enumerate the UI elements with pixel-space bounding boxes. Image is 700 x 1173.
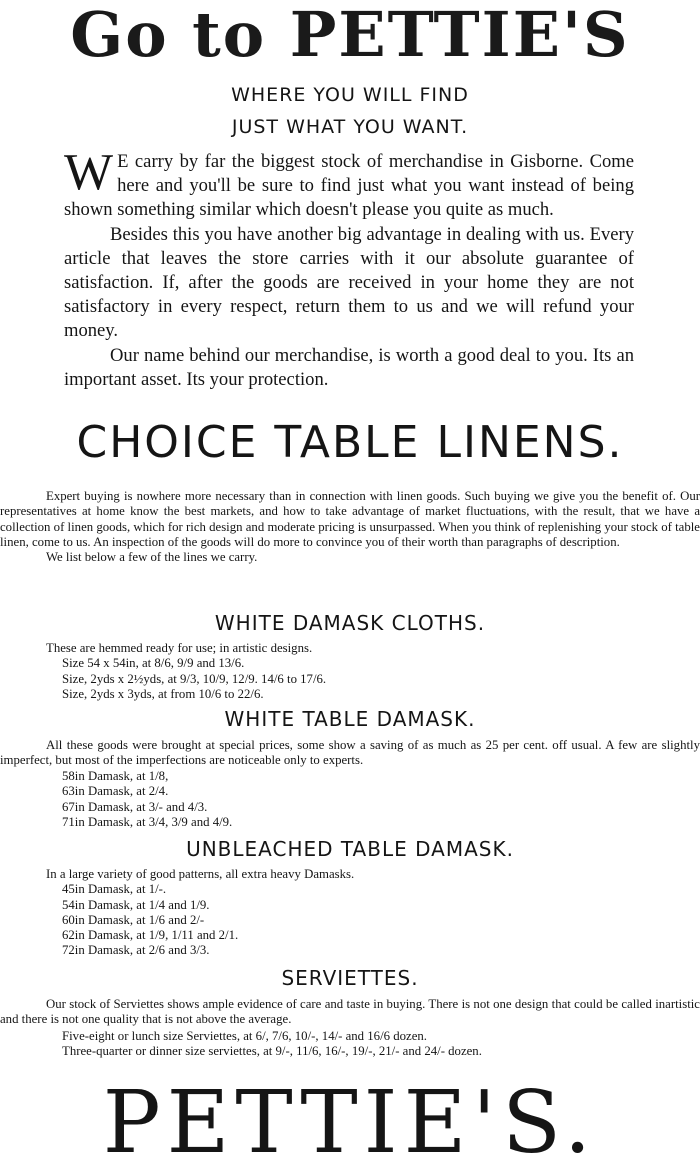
white-table-damask-heading: WHITE TABLE DAMASK. <box>224 707 476 731</box>
serviettes-list <box>46 1029 696 1060</box>
list-item: Five-eight or lunch size Serviettes, at 6/, 7/6, 10/-, 14/- and 16/6 dozen. <box>62 1029 427 1043</box>
list-item: Three-quarter or dinner size serviettes, at 9/-, 11/6, 16/-, 19/-, 21/- and 24/- dozen. <box>62 1044 482 1059</box>
list-item: Size 54 x 54in, at 8/6, 9/9 and 13/6. <box>62 656 245 671</box>
list-item: 63in Damask, at 2/4. <box>62 784 169 799</box>
linens-intro <box>0 489 700 565</box>
list-item: Size, 2yds x 3yds, at from 10/6 to 22/6. <box>62 686 264 701</box>
list-item: 71in Damask, at 3/4, 3/9 and 4/9. <box>62 814 233 829</box>
white-damask-cloths-lead: These are hemmed ready for use; in artistic designs. <box>46 641 313 655</box>
subheading-where: WHERE YOU WILL FIND <box>231 84 469 106</box>
white-table-damask-list <box>46 769 696 830</box>
list-item: 58in Damask, at 1/8, <box>62 769 169 783</box>
list-item: 72in Damask, at 2/6 and 3/3. <box>62 943 210 958</box>
intro-paragraph-1-text: E carry by far the biggest stock of merchandise in Gisborne. Come here and you'll be sure to find just what you want instead of being shown something similar which doesn't please you quite as much. <box>64 151 634 221</box>
intro-paragraph-1 <box>64 144 634 223</box>
intro-paragraph-3: Our name behind our merchandise, is worth a good deal to you. Its an important asset. Its your protection. <box>64 344 634 390</box>
intro-text <box>64 144 634 392</box>
white-table-damask-lead-block <box>0 738 700 769</box>
intro-paragraph-2: Besides this you have another big advantage in dealing with us. Every article that leaves the store carries with it our absolute guarantee of satisfaction. If, after the goods are received in your home they are not satisfactory in every respect, return them to us and we will refund your money. <box>64 223 634 342</box>
list-item: 60in Damask, at 1/6 and 2/- <box>62 912 205 927</box>
list-item: 54in Damask, at 1/4 and 1/9. <box>62 897 210 912</box>
list-item: 45in Damask, at 1/-. <box>62 882 167 897</box>
serviettes-lead-block <box>0 997 700 1028</box>
white-damask-cloths-list <box>46 641 696 702</box>
unbleached-table-damask-heading: UNBLEACHED TABLE DAMASK. <box>186 837 514 861</box>
subheading-just: JUST WHAT YOU WANT. <box>231 116 469 138</box>
linens-intro-paragraph-1: Expert buying is nowhere more necessary than in connection with linen goods. Such buying we give you the benefit of. Our representatives at home know the best markets, and how to take advantage of market fluctuations, with the result, that we have a collection of linen goods, which for rich design and moderate pricing is unsurpassed. When you think of replenishing your stock of table linen, come to us. An inspection of the goods will do more to convince you of their worth than paragraphs of description. <box>0 489 700 549</box>
footer-logo: PETTIE'S. <box>102 1073 598 1173</box>
unbleached-table-damask-list <box>46 867 696 959</box>
list-item: Size, 2yds x 2½yds, at 9/3, 10/9, 12/9. 14/6 to 17/6. <box>62 671 327 686</box>
unbleached-table-damask-lead: In a large variety of good patterns, all extra heavy Damasks. <box>46 867 355 881</box>
serviettes-heading: SERVIETTES. <box>281 966 419 990</box>
headline: Go to PETTIE'S <box>70 0 630 71</box>
choice-table-linens-heading: CHOICE TABLE LINENS. <box>76 417 624 468</box>
list-item: 67in Damask, at 3/- and 4/3. <box>62 799 208 814</box>
linens-intro-paragraph-2: We list below a few of the lines we carry. <box>46 550 258 565</box>
drop-cap: W <box>64 144 114 201</box>
white-damask-cloths-heading: WHITE DAMASK CLOTHS. <box>214 611 486 635</box>
white-table-damask-lead: All these goods were brought at special prices, some show a saving of as much as 25 per cent. off usual. A few are slightly imperfect, but most of the imperfections are noticeable only to experts. <box>0 738 700 768</box>
list-item: 62in Damask, at 1/9, 1/11 and 2/1. <box>62 928 239 943</box>
serviettes-lead: Our stock of Serviettes shows ample evidence of care and taste in buying. There is not one design that could be called inartistic and there is not one quality that is not above the average. <box>0 997 700 1027</box>
